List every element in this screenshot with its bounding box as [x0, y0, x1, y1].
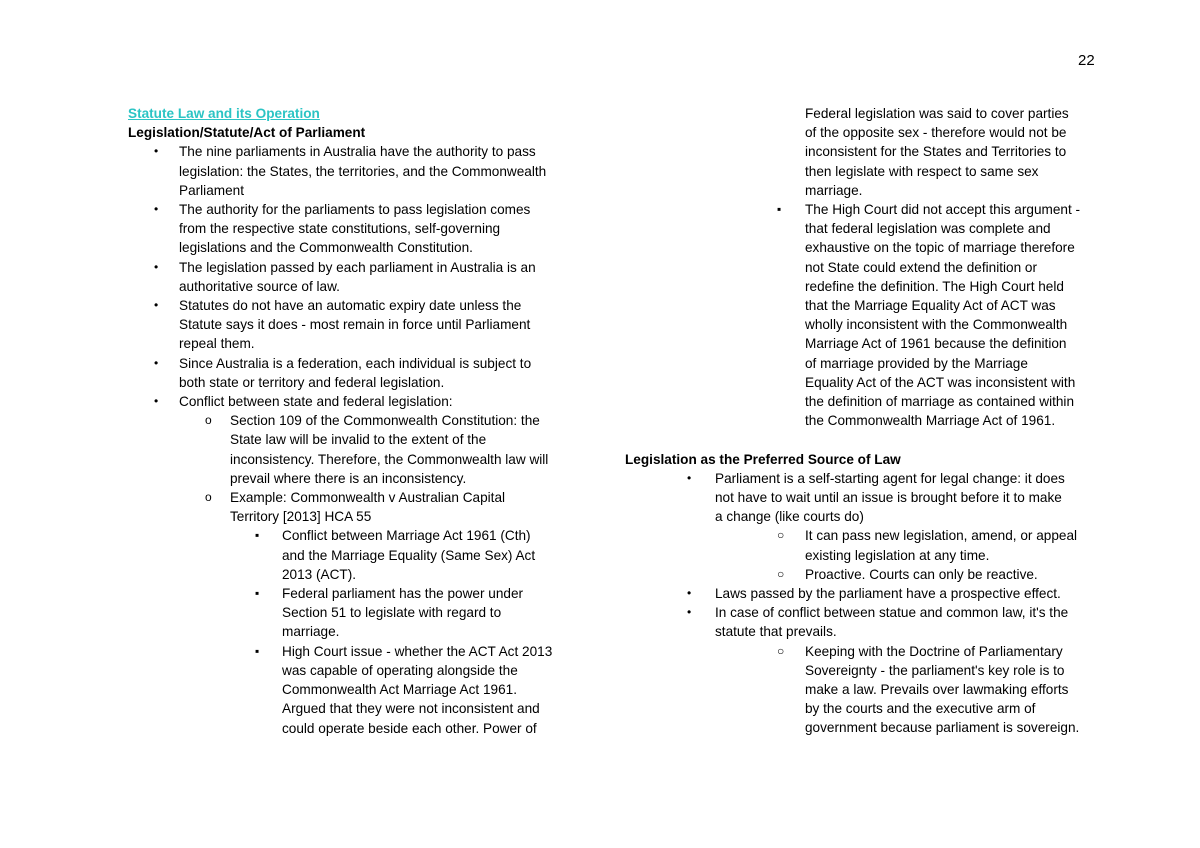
- line-text: government because parliament is sovereign.: [805, 720, 1080, 736]
- text-line: [625, 642, 1115, 661]
- text-line: [128, 603, 598, 622]
- text-line: [625, 277, 1115, 296]
- text-line: [128, 373, 598, 392]
- text-line: [625, 718, 1115, 737]
- bullet-marker: •: [154, 259, 159, 274]
- bullet-marker: ▪: [255, 586, 260, 601]
- bullet-marker: ▪: [777, 202, 782, 217]
- text-line: [625, 488, 1115, 507]
- line-text: a change (like courts do): [715, 509, 864, 525]
- line-text: Parliament is a self-starting agent for legal change: it does: [715, 470, 1065, 486]
- text-line: [625, 526, 1115, 545]
- line-text: Marriage Act of 1961 because the definition: [805, 336, 1067, 352]
- line-text: Territory [2013] HCA 55: [230, 509, 372, 525]
- text-line: [128, 584, 598, 603]
- text-line: [128, 450, 598, 469]
- text-line: [625, 680, 1115, 699]
- line-text: legislations and the Commonwealth Constitution.: [179, 240, 473, 256]
- line-text: Keeping with the Doctrine of Parliamentary: [805, 643, 1063, 659]
- line-text: 2013 (ACT).: [282, 566, 357, 582]
- line-text: Conflict between state and federal legislation:: [179, 394, 453, 410]
- text-line: [625, 296, 1115, 315]
- text-line: [128, 469, 598, 488]
- line-text: that federal legislation was complete and: [805, 221, 1051, 237]
- line-text: The authority for the parliaments to pass legislation comes: [179, 202, 531, 218]
- line-text: legislation: the States, the territories, and the Commonwealth: [179, 163, 547, 179]
- text-line: [128, 258, 598, 277]
- line-text: the Commonwealth Marriage Act of 1961.: [805, 413, 1056, 429]
- bullet-marker: o: [205, 490, 212, 505]
- text-line: [625, 104, 1115, 123]
- line-text: Equality Act of the ACT was inconsistent with: [805, 374, 1076, 390]
- text-line: [625, 584, 1115, 603]
- paragraph-gap: [625, 430, 1115, 449]
- line-text: Since Australia is a federation, each individual is subject to: [179, 355, 532, 371]
- line-text: make a law. Prevails over lawmaking efforts: [805, 682, 1069, 698]
- text-line: [128, 488, 598, 507]
- bullet-marker: •: [154, 144, 159, 159]
- text-line: [625, 315, 1115, 334]
- text-line: [625, 603, 1115, 622]
- line-text: Laws passed by the parliament have a prospective effect.: [715, 586, 1061, 602]
- text-line: [625, 392, 1115, 411]
- text-line: [128, 238, 598, 257]
- line-text: Example: Commonwealth v Australian Capital: [230, 490, 506, 506]
- line-text: of marriage provided by the Marriage: [805, 355, 1028, 371]
- line-text: High Court issue - whether the ACT Act 2013: [282, 643, 553, 659]
- section-subtitle: Legislation/Statute/Act of Parliament: [128, 125, 366, 141]
- text-line: [625, 123, 1115, 142]
- bullet-marker: o: [205, 413, 212, 428]
- line-text: Sovereignty - the parliament's key role is to: [805, 662, 1065, 678]
- line-text: both state or territory and federal legislation.: [179, 374, 445, 390]
- line-text: Commonwealth Act Marriage Act 1961.: [282, 682, 517, 698]
- line-text: Parliament: [179, 182, 244, 198]
- bullet-marker: ○: [777, 528, 785, 543]
- text-line: [625, 142, 1115, 161]
- line-text: Federal legislation was said to cover parties: [805, 106, 1069, 121]
- bullet-marker: •: [154, 394, 159, 409]
- bullet-marker: ▪: [255, 643, 260, 658]
- line-text: The nine parliaments in Australia have the authority to pass: [179, 144, 536, 160]
- section-heading: Legislation as the Preferred Source of Law: [625, 451, 901, 467]
- line-text: was capable of operating alongside the: [282, 662, 518, 678]
- line-text: marriage.: [805, 182, 863, 198]
- line-text: redefine the definition. The High Court held: [805, 278, 1064, 294]
- line-text: authoritative source of law.: [179, 278, 340, 294]
- section-title-link[interactable]: Statute Law and its Operation: [128, 106, 320, 121]
- text-line: [128, 699, 598, 718]
- text-line: [128, 680, 598, 699]
- line-text: Section 51 to legislate with regard to: [282, 605, 502, 621]
- text-line: [625, 200, 1115, 219]
- line-text: Federal parliament has the power under: [282, 586, 524, 602]
- line-text: not have to wait until an issue is brought before it to make: [715, 490, 1062, 506]
- text-line: [625, 258, 1115, 277]
- bullet-marker: ▪: [255, 528, 260, 543]
- line-text: marriage.: [282, 624, 340, 640]
- line-text: the definition of marriage as contained within: [805, 394, 1075, 410]
- text-line: [128, 334, 598, 353]
- text-line: [625, 238, 1115, 257]
- line-text: Argued that they were not inconsistent and: [282, 701, 540, 717]
- text-line: [128, 315, 598, 334]
- line-text: inconsistent for the States and Territories to: [805, 144, 1067, 160]
- bullet-marker: •: [154, 355, 159, 370]
- text-line: [128, 661, 598, 680]
- text-line: [625, 622, 1115, 641]
- text-line: [625, 699, 1115, 718]
- text-line: [128, 392, 598, 411]
- text-line: [128, 622, 598, 641]
- text-line: [128, 430, 598, 449]
- text-line: [625, 373, 1115, 392]
- bullet-marker: •: [687, 586, 692, 601]
- page-number: 22: [1078, 52, 1095, 69]
- line-text: exhaustive on the topic of marriage therefore: [805, 240, 1075, 256]
- bullet-marker: ○: [777, 643, 785, 658]
- line-text: The High Court did not accept this argument -: [805, 202, 1081, 218]
- line-text: not State could extend the definition or: [805, 259, 1038, 275]
- text-line: [128, 200, 598, 219]
- text-line: [625, 507, 1115, 526]
- line-text: of the opposite sex - therefore would not be: [805, 125, 1067, 141]
- line-text: Statutes do not have an automatic expiry date unless the: [179, 298, 522, 314]
- text-line: [625, 354, 1115, 373]
- line-text: existing legislation at any time.: [805, 547, 990, 563]
- text-line: [128, 411, 598, 430]
- line-text: Statute says it does - most remain in force until Parliament: [179, 317, 531, 333]
- text-line: [625, 661, 1115, 680]
- line-text: could operate beside each other. Power of: [282, 720, 537, 736]
- bullet-marker: •: [687, 605, 692, 620]
- line-text: from the respective state constitutions, self-governing: [179, 221, 501, 237]
- line-text: Conflict between Marriage Act 1961 (Cth): [282, 528, 531, 544]
- text-line: [128, 296, 598, 315]
- line-text: statute that prevails.: [715, 624, 837, 640]
- bullet-marker: •: [154, 202, 159, 217]
- line-text: and the Marriage Equality (Same Sex) Act: [282, 547, 536, 563]
- text-line: [128, 526, 598, 545]
- text-line: [128, 546, 598, 565]
- line-text: It can pass new legislation, amend, or appeal: [805, 528, 1078, 544]
- text-line: [128, 507, 598, 526]
- right-text-lines: [625, 469, 1115, 738]
- text-line: [128, 642, 598, 661]
- line-text: that the Marriage Equality Act of ACT was: [805, 298, 1056, 314]
- left-text-lines: [128, 142, 598, 737]
- text-line: [625, 334, 1115, 353]
- text-line: [128, 354, 598, 373]
- bullet-marker: ○: [777, 566, 785, 581]
- line-text: In case of conflict between statue and common law, it's the: [715, 605, 1069, 621]
- text-line: [128, 142, 598, 161]
- text-line: [625, 565, 1115, 584]
- line-text: Proactive. Courts can only be reactive.: [805, 566, 1038, 582]
- line-text: Section 109 of the Commonwealth Constitution: the: [230, 413, 540, 429]
- text-line: [625, 219, 1115, 238]
- bullet-marker: •: [154, 298, 159, 313]
- text-line: [625, 546, 1115, 565]
- line-text: repeal them.: [179, 336, 255, 352]
- text-line: [625, 162, 1115, 181]
- text-line: [128, 565, 598, 584]
- text-line: [625, 469, 1115, 488]
- right-continued-lines: [625, 104, 1115, 430]
- bullet-marker: •: [687, 470, 692, 485]
- line-text: prevail where there is an inconsistency.: [230, 470, 467, 486]
- line-text: then legislate with respect to same sex: [805, 163, 1039, 179]
- left-column: [128, 104, 598, 738]
- right-column: [625, 104, 1115, 738]
- text-line: [625, 181, 1115, 200]
- line-text: inconsistency. Therefore, the Commonwealth law will: [230, 451, 549, 467]
- text-line: [625, 411, 1115, 430]
- line-text: The legislation passed by each parliament in Australia is an: [179, 259, 536, 275]
- text-line: [128, 162, 598, 181]
- text-line: [128, 277, 598, 296]
- text-line: [128, 719, 598, 738]
- line-text: by the courts and the executive arm of: [805, 701, 1036, 717]
- line-text: State law will be invalid to the extent of the: [230, 432, 487, 448]
- text-line: [128, 219, 598, 238]
- text-line: [128, 181, 598, 200]
- line-text: wholly inconsistent with the Commonwealth: [805, 317, 1068, 333]
